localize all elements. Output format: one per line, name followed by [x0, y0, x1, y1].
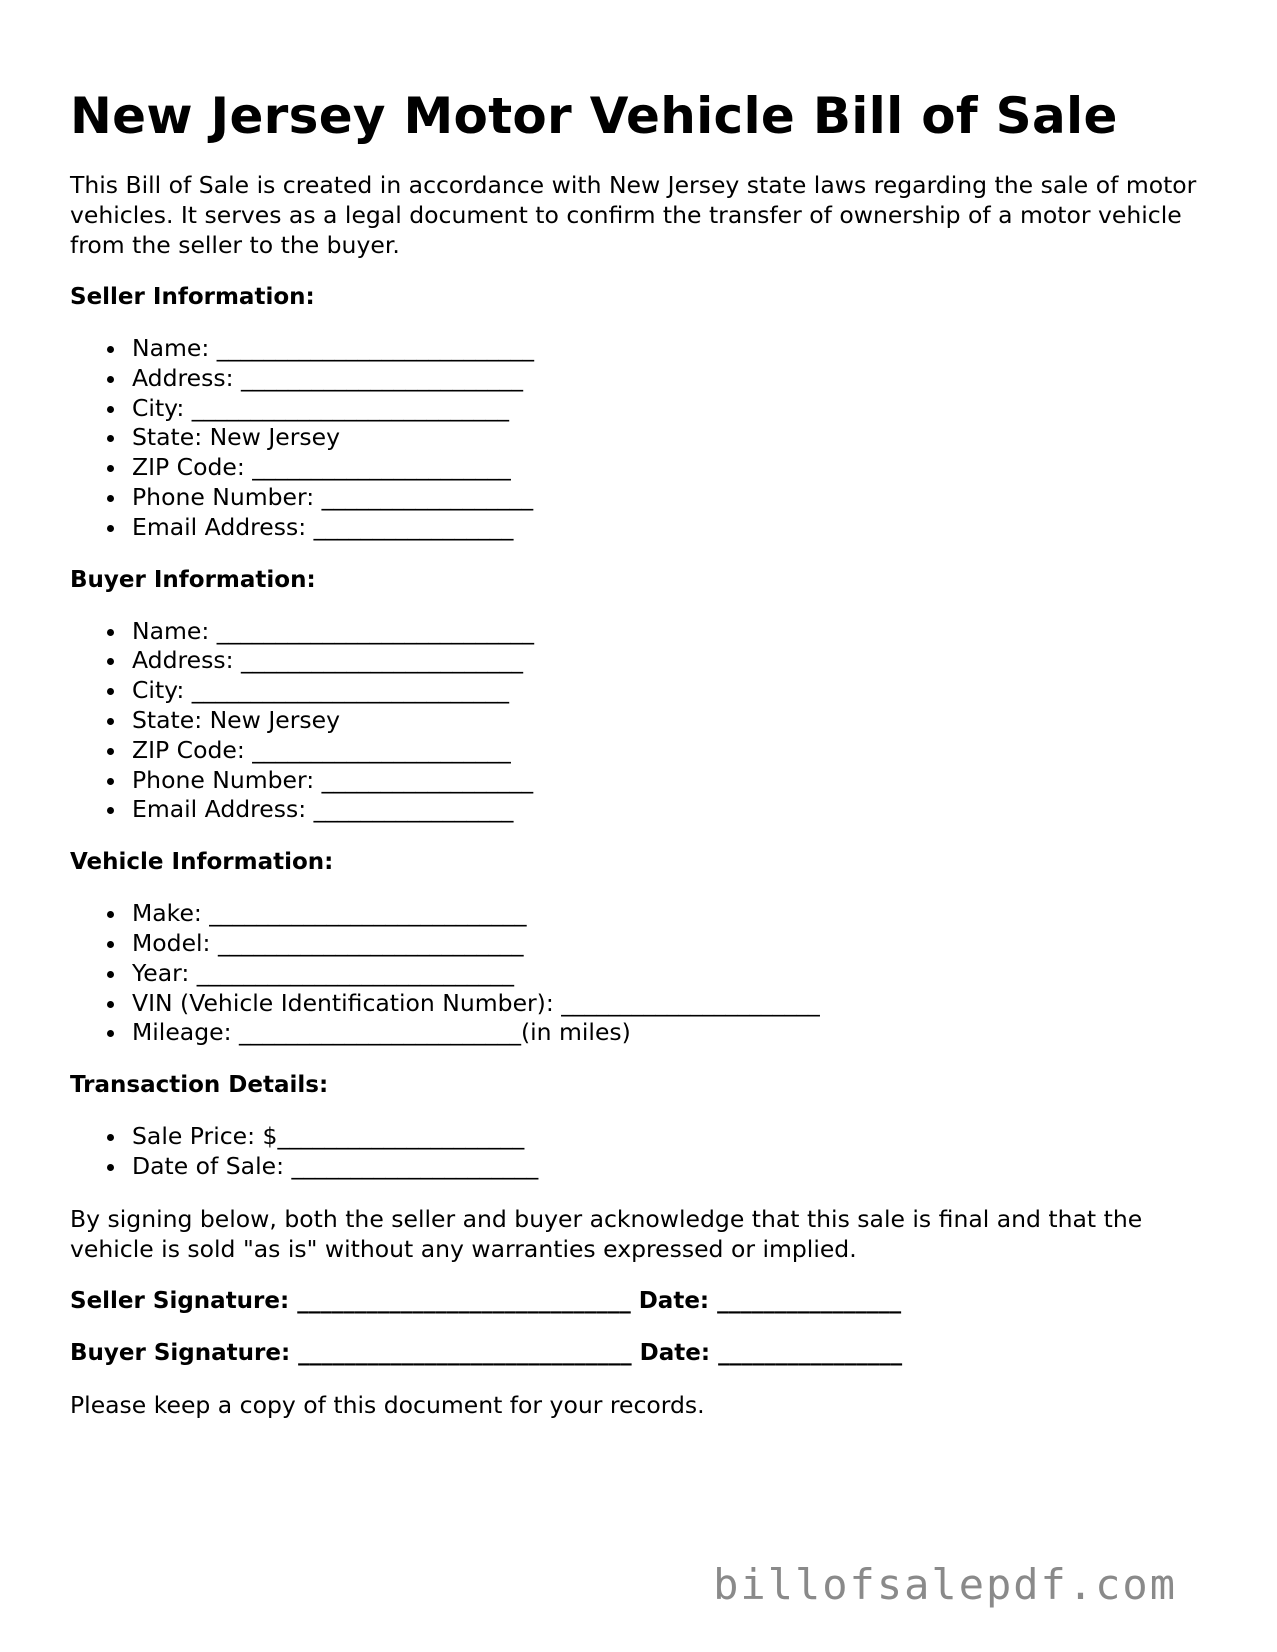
- buyer-signature-line: Buyer Signature: _____________________________ Date: ________________: [70, 1339, 903, 1366]
- seller-fields: [70, 334, 1220, 543]
- document-title: New Jersey Motor Vehicle Bill of Sale: [70, 87, 1118, 145]
- transaction-heading: Transaction Details:: [70, 1072, 329, 1099]
- intro-paragraph: This Bill of Sale is created in accordance with New Jersey state laws regarding the sale of motor vehicles. It serves as a legal document to confirm the transfer of ownership of a motor vehicle from the seller to the buyer.: [70, 171, 1197, 259]
- vehicle-make-field: Make: ___________________________: [132, 899, 1220, 929]
- document-page: [70, 82, 1220, 1420]
- watermark: billofsalepdf.com: [713, 1560, 1177, 1609]
- buyer-name-field: Name: ___________________________: [132, 617, 1220, 647]
- seller-phone-field: Phone Number: __________________: [132, 483, 1220, 513]
- seller-state-field: State: New Jersey: [132, 423, 1220, 453]
- seller-name-field: Name: ___________________________: [132, 334, 1220, 364]
- seller-email-field: Email Address: _________________: [132, 513, 1220, 543]
- vehicle-heading: Vehicle Information:: [70, 849, 334, 876]
- buyer-phone-field: Phone Number: __________________: [132, 766, 1220, 796]
- vehicle-year-field: Year: ___________________________: [132, 959, 1220, 989]
- buyer-zip-field: ZIP Code: ______________________: [132, 736, 1220, 766]
- buyer-address-field: Address: ________________________: [132, 646, 1220, 676]
- buyer-heading: Buyer Information:: [70, 566, 316, 593]
- seller-city-field: City: ___________________________: [132, 394, 1220, 424]
- transaction-fields: [70, 1122, 1220, 1182]
- vehicle-mileage-field: Mileage: ________________________(in miles): [132, 1018, 1220, 1048]
- sale-price-field: Sale Price: $_____________________: [132, 1122, 1220, 1152]
- seller-address-field: Address: ________________________: [132, 364, 1220, 394]
- date-of-sale-field: Date of Sale: _____________________: [132, 1152, 1220, 1182]
- vehicle-vin-field: VIN (Vehicle Identification Number): ______________________: [132, 989, 1220, 1019]
- buyer-email-field: Email Address: _________________: [132, 795, 1220, 825]
- buyer-state-field: State: New Jersey: [132, 706, 1220, 736]
- acknowledgment-paragraph: By signing below, both the seller and buyer acknowledge that this sale is final and that the vehicle is sold "as is" without any warranties expressed or implied.: [70, 1204, 1143, 1263]
- seller-zip-field: ZIP Code: ______________________: [132, 453, 1220, 483]
- vehicle-fields: [70, 899, 1220, 1048]
- buyer-fields: [70, 617, 1220, 826]
- vehicle-model-field: Model: __________________________: [132, 929, 1220, 959]
- buyer-city-field: City: ___________________________: [132, 676, 1220, 706]
- seller-signature-line: Seller Signature: _____________________________ Date: ________________: [70, 1287, 902, 1314]
- closing-note: Please keep a copy of this document for your records.: [70, 1390, 705, 1419]
- seller-heading: Seller Information:: [70, 284, 315, 310]
